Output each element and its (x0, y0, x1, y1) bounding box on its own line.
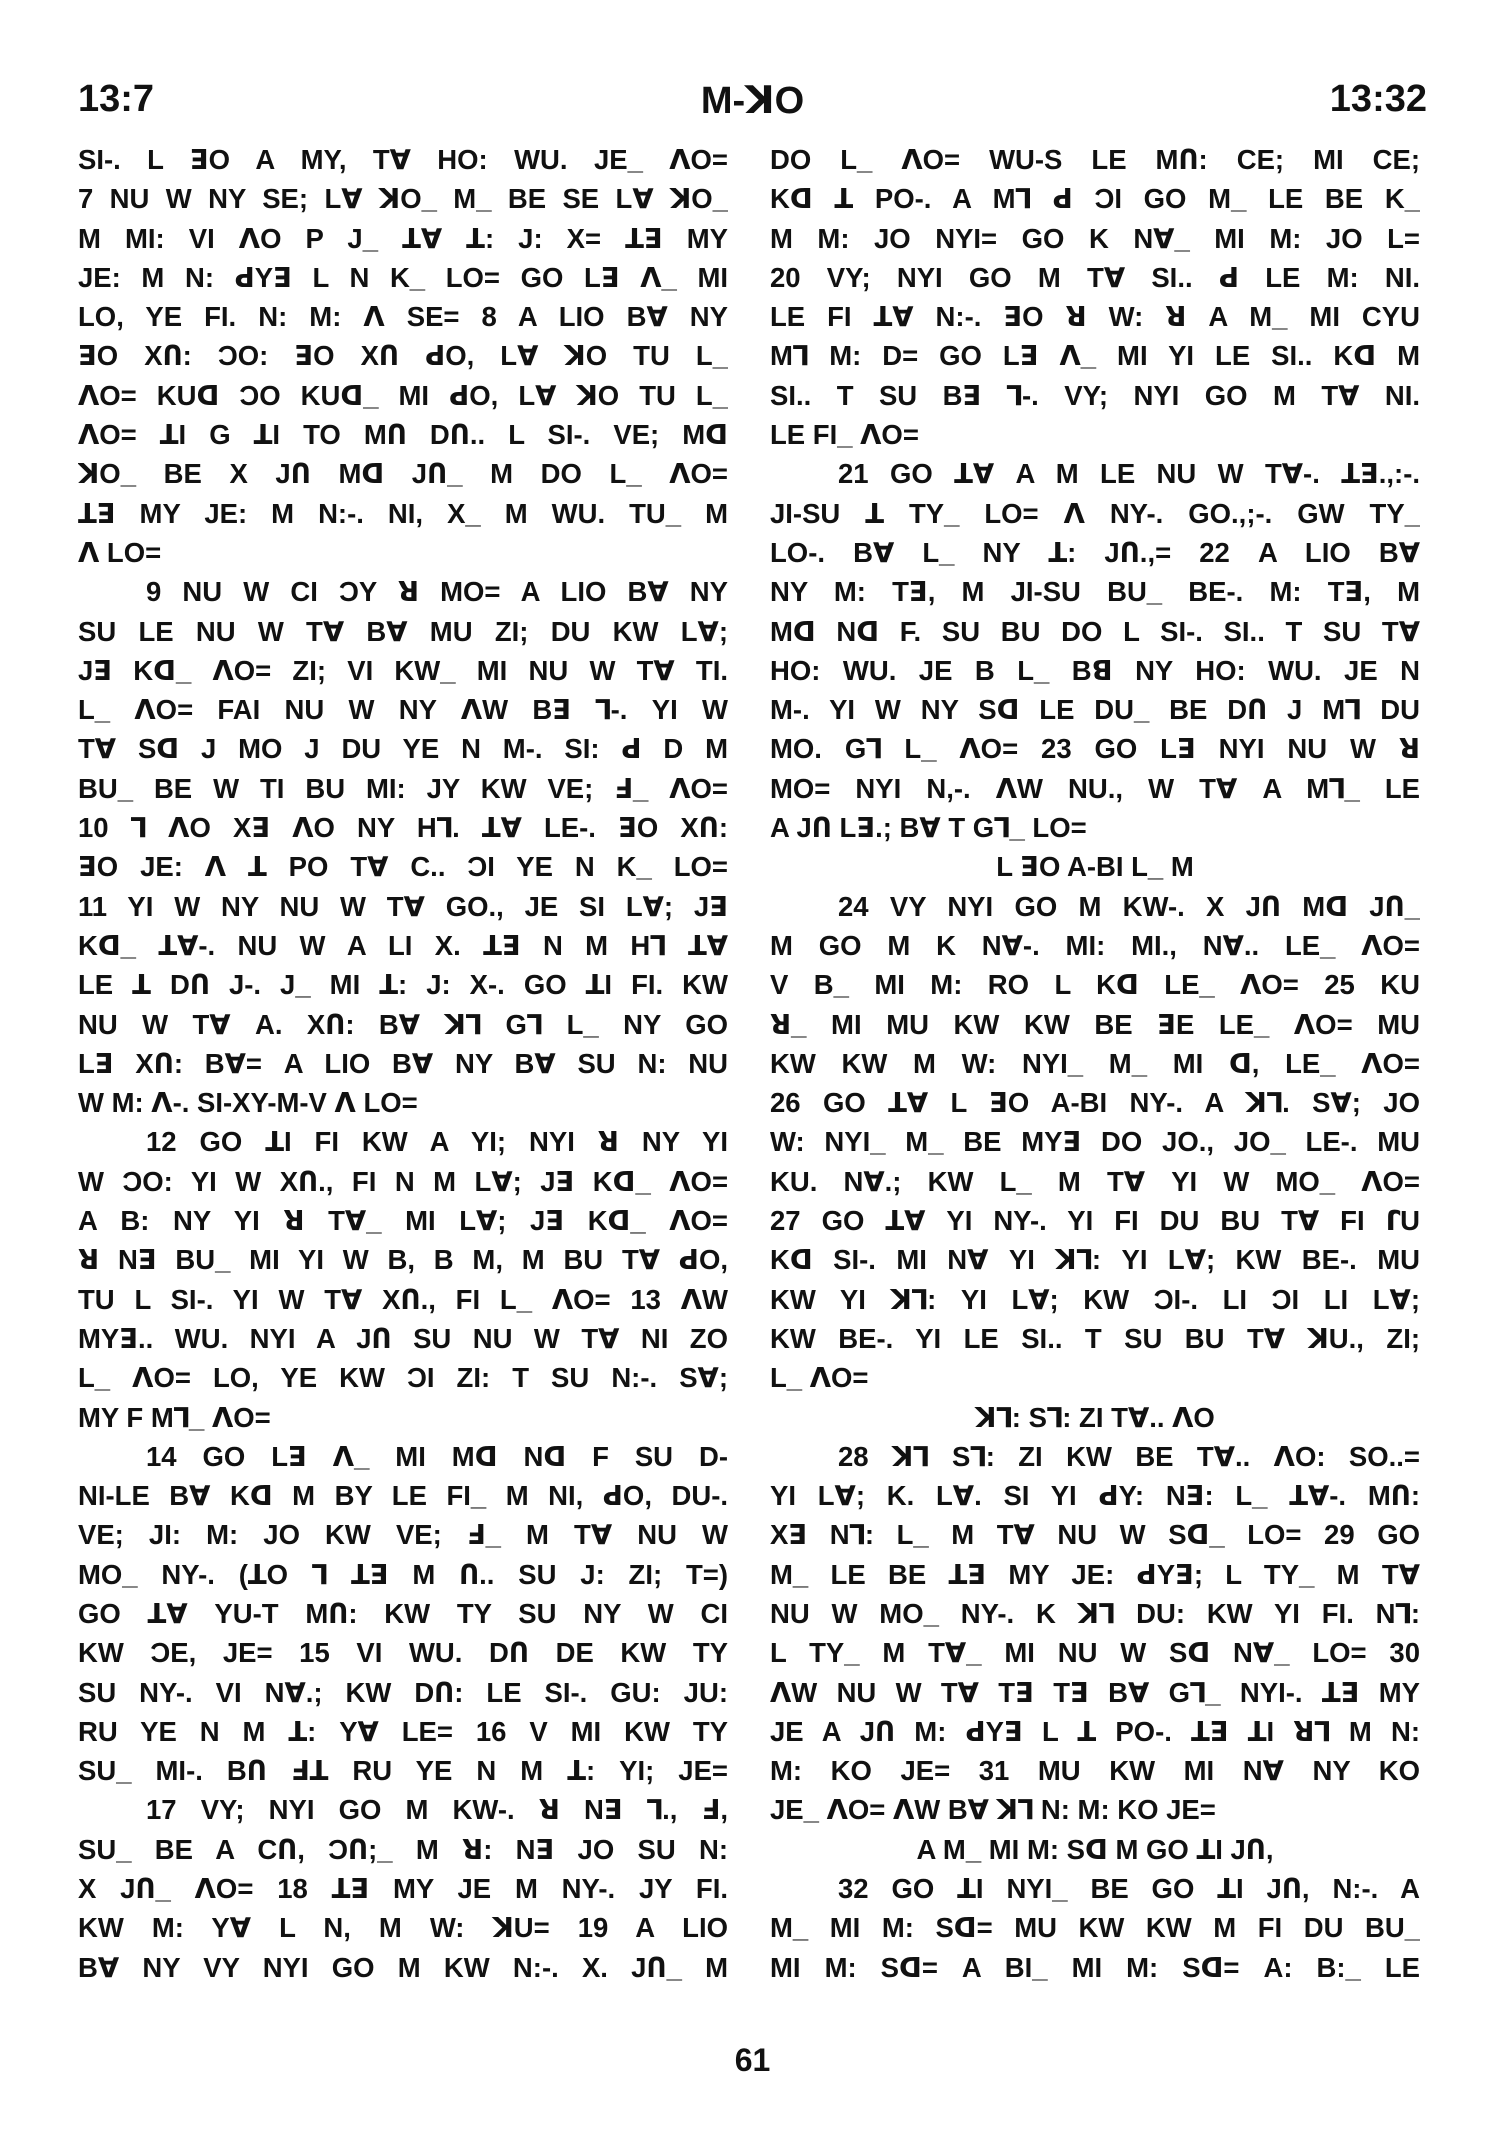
text-line: Jꓱ Kꓷ_ ꓥO= ZI; VI KW_ MI NU W Tꓯ TI. (78, 654, 728, 686)
text-line: M: KO JE= 31 MU KW MI Nꓯ NY KO (770, 1755, 1420, 1787)
text-line: ꓕꓱ MY JE: M N:-. NI, X_ M WU. TU_ M (78, 497, 728, 529)
text-line: ꓤ Nꓱ BU_ MI YI W B, B M, M BU Tꓯ ꓒO, (78, 1244, 728, 1276)
text-line: DO L_ ꓥO= WU-S LE MՈ: CE; MI CE; (770, 144, 1420, 175)
text-line: Xꓱ Nꓶ: L_ M Tꓯ NU W Sꓷ_ LO= 29 GO (770, 1519, 1420, 1551)
text-line: JE: M N: ꓒYꓱ L N K_ LO= GO Lꓱ ꓥ_ MI (78, 261, 728, 293)
header-verse-end: 13:32 (1329, 78, 1427, 120)
text-line: MO= NYI N,-. ꓥW NU., W Tꓯ A Mꓶ_ LE (770, 772, 1420, 804)
text-line: M MI: VI ꓥO P J_ ꓕꓯ ꓕ: J: X= ꓕꓱ MY (78, 222, 728, 254)
paragraph-first-line: 32 GO ꓕI NYI_ BE GO ꓕI JՈ, N:-. A (838, 1873, 1420, 1905)
text-line: MO_ NY-. (ꓕO ꓶ ꓕꓱ M Ո.. SU J: ZI; T=) (78, 1558, 728, 1590)
text-line: L TY_ M Tꓯ_ MI NU W Sꓷ Nꓯ_ LO= 30 (770, 1637, 1420, 1669)
paragraph-first-line: 14 GO Lꓱ ꓥ_ MI Mꓷ Nꓷ F SU D- (146, 1440, 728, 1472)
text-line: MI M: Sꓷ= A BI_ MI M: Sꓷ= A: B:_ LE (770, 1951, 1420, 1983)
text-line: LO, YE FI. N: M: ꓥ SE= 8 A LIO Bꓯ NY (78, 301, 728, 333)
text-line: 27 GO ꓕꓯ YI NY-. YI FI DU BU Tꓯ FI ꓩU (770, 1205, 1420, 1237)
paragraph-first-line: 12 GO ꓕI FI KW A YI; NYI ꓤ NY YI (146, 1126, 728, 1158)
text-line: NU W MO_ NY-. K ꓘꓶ DU: KW YI FI. Nꓶ: (770, 1597, 1420, 1629)
text-line: VE; JI: M: JO KW VE; ꓞ_ M Tꓯ NU W (78, 1519, 728, 1551)
text-line: L_ ꓥO= FAI NU W NY ꓥW Bꓱ ꓶ-. YI W (78, 694, 728, 726)
text-line: ꓥ LO= (78, 536, 162, 568)
text-line: ꓱO XՈ: ƆO: ꓱO XՈ ꓒO, Lꓯ ꓘO TU L_ (78, 340, 728, 372)
text-line: RU YE N M ꓕ: Yꓯ LE= 16 V MI KW TY (78, 1715, 728, 1747)
text-line: A B: NY YI ꓤ Tꓯ_ MI Lꓯ; Jꓱ Kꓷ_ ꓥO= (78, 1205, 728, 1237)
text-line: SU NY-. VI Nꓯ.; KW DՈ: LE SI-. GU: JU: (78, 1676, 728, 1708)
text-line: Mꓶ M: D= GO Lꓱ ꓥ_ MI YI LE SI.. Kꓷ M (770, 340, 1420, 372)
text-line: NY M: Tꓱ, M JI-SU BU_ BE-. M: Tꓱ, M (770, 576, 1420, 608)
page-header (78, 78, 1427, 124)
text-line: X JՈ_ ꓥO= 18 ꓕꓱ MY JE M NY-. JY FI. (78, 1873, 728, 1905)
text-line: 10 ꓶ ꓥO Xꓱ ꓥO NY Hꓶ. ꓕꓯ LE-. ꓱO XՈ: (78, 812, 728, 844)
section-heading: A M_ MI M: Sꓷ M GO ꓕI JՈ, (916, 1833, 1274, 1865)
text-line: LE FI_ ꓥO= (770, 419, 919, 451)
text-line: M M: JO NYI= GO K Nꓯ_ MI M: JO L= (770, 222, 1420, 254)
text-line: Kꓷ_ ꓕꓯ-. NU W A LI X. ꓕꓱ N M Hꓶ ꓕꓯ (78, 929, 728, 961)
text-line: Bꓯ NY VY NYI GO M KW N:-. X. JՈ_ M (78, 1951, 728, 1983)
text-line: HO: WU. JE B L_ Bꓭ NY HO: WU. JE N (770, 654, 1420, 686)
text-line: ꓘO_ BE X JՈ Mꓷ JՈ_ M DO L_ ꓥO= (78, 458, 728, 490)
text-line: MO. Gꓶ L_ ꓥO= 23 GO Lꓱ NYI NU W ꓤ (770, 733, 1420, 765)
text-line: SU_ BE A CՈ, ƆՈ;_ M ꓤ: Nꓱ JO SU N: (78, 1833, 728, 1865)
text-line: TU L SI-. YI W Tꓯ XՈ., FI L_ ꓥO= 13 ꓥW (78, 1283, 728, 1315)
text-line: ꓥO= ꓕI G ꓕI TO MՈ DՈ.. L SI-. VE; Mꓷ (78, 419, 728, 451)
text-line: M GO M K Nꓯ-. MI: MI., Nꓯ.. LE_ ꓥO= (770, 929, 1420, 961)
text-line: SU_ MI-. BՈ ꓞꓕ RU YE N M ꓕ: YI; JE= (78, 1755, 728, 1787)
text-line: W ƆO: YI W XՈ., FI N M Lꓯ; Jꓱ Kꓷ_ ꓥO= (78, 1165, 728, 1197)
text-line: SU LE NU W Tꓯ Bꓯ MU ZI; DU KW Lꓯ; (78, 615, 728, 647)
text-line: KW BE-. YI LE SI.. T SU BU Tꓯ ꓘU., ZI; (770, 1322, 1420, 1354)
paragraph-first-line: 24 VY NYI GO M KW-. X JՈ Mꓷ JՈ_ (838, 890, 1420, 922)
paragraph-first-line: 9 NU W CI ƆY ꓤ MO= A LIO Bꓯ NY (146, 576, 728, 608)
text-line: Mꓷ Nꓷ F. SU BU DO L SI-. SI.. T SU Tꓯ (770, 615, 1420, 647)
text-line: KW KW M W: NYI_ M_ MI ꓷ, LE_ ꓥO= (770, 1047, 1420, 1079)
text-line: W M: ꓥ-. SI-XY-M-V ꓥ LO= (78, 1087, 418, 1119)
text-line: Lꓱ XՈ: Bꓯ= A LIO Bꓯ NY Bꓯ SU N: NU (78, 1047, 728, 1079)
text-line: M-. YI W NY Sꓷ LE DU_ BE DՈ J Mꓶ DU (770, 694, 1420, 726)
text-line: W: NYI_ M_ BE MYꓱ DO JO., JO_ LE-. MU (770, 1126, 1420, 1158)
text-line: M_ LE BE ꓕꓱ MY JE: ꓒYꓱ; L TY_ M Tꓯ (770, 1558, 1420, 1590)
text-line: Tꓯ Sꓷ J MO J DU YE N M-. SI: ꓒ D M (78, 733, 728, 765)
text-line: YI Lꓯ; K. Lꓯ. SI YI ꓒY: Nꓱ: L_ ꓕꓯ-. MՈ: (770, 1480, 1420, 1512)
text-line: 26 GO ꓕꓯ L ꓱO A-BI NY-. A ꓘꓶ. Sꓯ; JO (770, 1087, 1420, 1119)
text-line: MY F Mꓶ_ ꓥO= (78, 1401, 271, 1433)
text-line: LE ꓕ DՈ J-. J_ MI ꓕ: J: X-. GO ꓕI FI. KW (78, 969, 728, 1001)
text-line: NI-LE Bꓯ Kꓷ M BY LE FI_ M NI, ꓒO, DU-. (78, 1480, 728, 1512)
text-line: 20 VY; NYI GO M Tꓯ SI.. ꓒ LE M: NI. (770, 261, 1420, 293)
text-line: JI-SU ꓕ TY_ LO= ꓥ NY-. GO.,;-. GW TY_ (770, 497, 1420, 529)
text-line: ꓤ_ MI MU KW KW BE ꓱE LE_ ꓥO= MU (770, 1008, 1420, 1040)
text-line: L_ ꓥO= LO, YE KW ƆI ZI: T SU N:-. Sꓯ; (78, 1362, 728, 1394)
page-number: 61 (734, 2042, 771, 2078)
text-line: KW YI ꓘꓶ: YI Lꓯ; KW ƆI-. LI ƆI LI Lꓯ; (770, 1283, 1420, 1315)
text-line: LO-. Bꓯ L_ NY ꓕ: JՈ.,= 22 A LIO Bꓯ (770, 536, 1420, 568)
text-line: A JՈ Lꓱ.; Bꓯ T Gꓶ_ LO= (770, 812, 1087, 844)
paragraph-first-line: 17 VY; NYI GO M KW-. ꓤ Nꓱ ꓶ., ꓞ, (146, 1794, 728, 1826)
section-heading: ꓘꓶ: Sꓶ: ZI Tꓯ.. ꓥO (975, 1401, 1215, 1433)
text-line: NU W Tꓯ A. XՈ: Bꓯ ꓘꓶ Gꓶ L_ NY GO (78, 1008, 728, 1040)
text-line: L_ ꓥO= (770, 1362, 869, 1394)
text-line: ꓥO= KUꓷ ƆO KUꓷ_ MI ꓒO, Lꓯ ꓘO TU L_ (78, 379, 728, 411)
header-book-title: M-ꓘO (700, 80, 805, 122)
paragraph-first-line: 28 ꓘꓶ Sꓶ: ZI KW BE Tꓯ.. ꓥO: SO..= (838, 1440, 1420, 1472)
text-line: 7 NU W NY SE; Lꓯ ꓘO_ M_ BE SE Lꓯ ꓘO_ (78, 183, 728, 215)
section-heading: L ꓱO A-BI L_ M (996, 851, 1194, 883)
paragraph-first-line: 21 GO ꓕꓯ A M LE NU W Tꓯ-. ꓕꓱ.,:-. (838, 458, 1420, 490)
text-line: KW M: Yꓯ L N, M W: ꓘU= 19 A LIO (78, 1912, 728, 1944)
left-text-column (78, 140, 728, 1987)
text-line: SI-. L ꓱO A MY, Tꓯ HO: WU. JE_ ꓥO= (78, 144, 728, 175)
text-line: KU. Nꓯ.; KW L_ M Tꓯ YI W MO_ ꓥO= (770, 1165, 1420, 1197)
text-line: SI.. T SU Bꓱ ꓶ-. VY; NYI GO M Tꓯ NI. (770, 379, 1420, 411)
text-line: M_ MI M: Sꓷ= MU KW KW M FI DU BU_ (770, 1912, 1420, 1944)
text-line: Kꓷ ꓕ PO-. A Mꓶ ꓒ ƆI GO M_ LE BE K_ (770, 183, 1420, 215)
text-line: ꓱO JE: ꓥ ꓕ PO Tꓯ C.. ƆI YE N K_ LO= (78, 851, 728, 883)
header-verse-start: 13:7 (78, 78, 155, 120)
text-line: Kꓷ SI-. MI Nꓯ YI ꓘꓶ: YI Lꓯ; KW BE-. MU (770, 1244, 1420, 1276)
text-line: GO ꓕꓯ YU-T MՈ: KW TY SU NY W CI (78, 1597, 728, 1629)
text-line: V B_ MI M: RO L Kꓷ LE_ ꓥO= 25 KU (770, 969, 1420, 1001)
text-line: LE FI ꓕꓯ N:-. ꓱO ꓤ W: ꓤ A M_ MI CYU (770, 301, 1420, 333)
text-line: KW ƆE, JE= 15 VI WU. DՈ DE KW TY (78, 1637, 728, 1669)
text-line: MYꓱ.. WU. NYI A JՈ SU NU W Tꓯ NI ZO (78, 1322, 728, 1354)
right-text-column (770, 140, 1420, 1987)
text-line: JE_ ꓥO= ꓥW Bꓯ ꓘꓶ N: M: KO JE= (770, 1794, 1216, 1826)
text-line: 11 YI W NY NU W Tꓯ GO., JE SI Lꓯ; Jꓱ (78, 890, 728, 922)
text-line: JE A JՈ M: ꓒYꓱ L ꓕ PO-. ꓕꓱ ꓕI ꓤꓶ M N: (770, 1715, 1420, 1747)
text-line: ꓥW NU W Tꓯ Tꓱ Tꓱ Bꓯ Gꓶ_ NYI-. ꓕꓱ MY (770, 1676, 1420, 1708)
text-line: BU_ BE W TI BU MI: JY KW VE; ꓞ_ ꓥO= (78, 772, 728, 804)
